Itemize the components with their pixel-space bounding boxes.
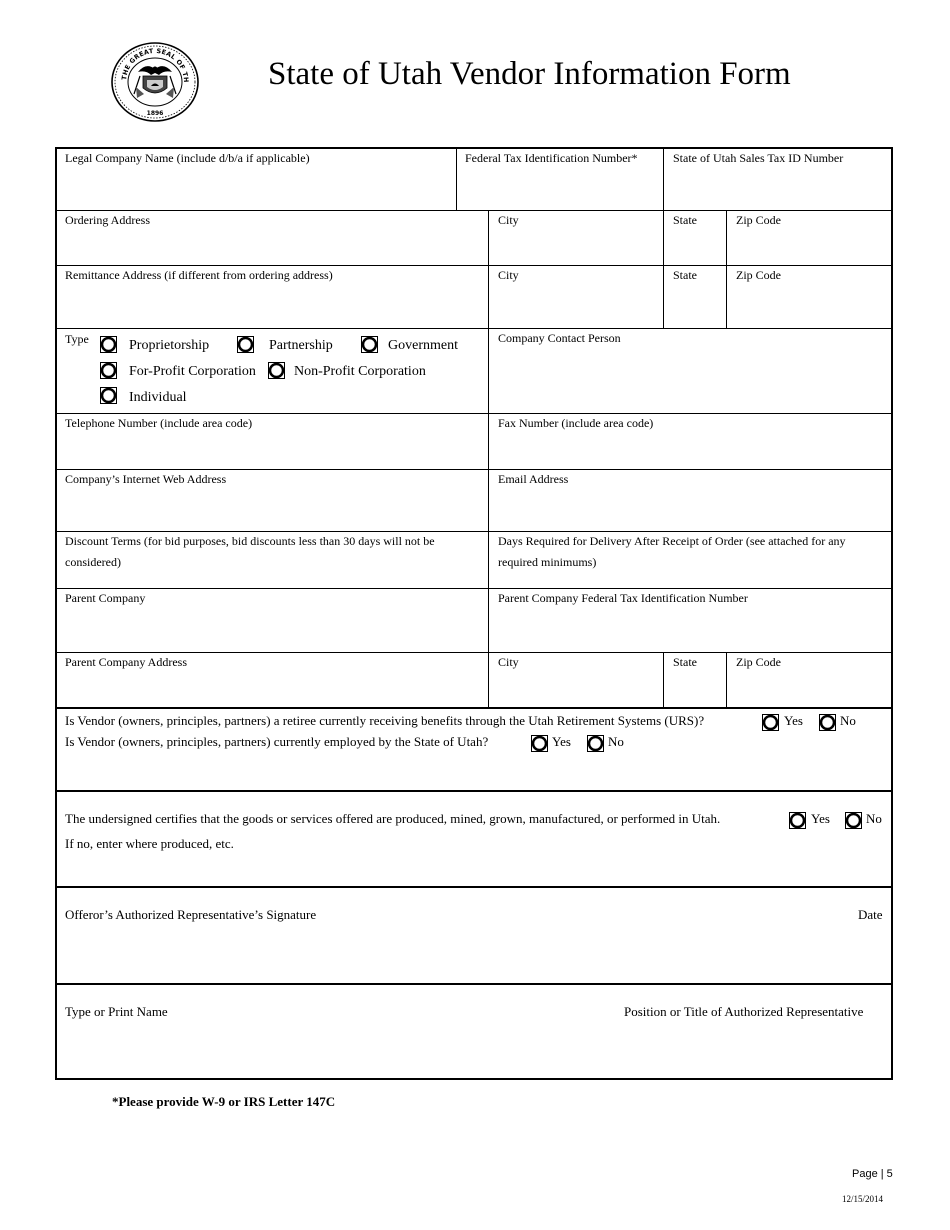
yes-label: Yes [811, 811, 830, 826]
radio-non-profit[interactable] [268, 362, 285, 379]
ordering-address-field[interactable]: Ordering Address [65, 213, 150, 227]
fax-field[interactable]: Fax Number (include area code) [498, 416, 654, 430]
radio-certify-yes[interactable] [789, 812, 806, 829]
radio-retiree-no[interactable] [819, 714, 836, 731]
signature-field[interactable]: Offeror’s Authorized Representative’s Signature [65, 907, 317, 922]
remittance-state-field[interactable]: State [673, 268, 697, 282]
option-label: Individual [129, 390, 187, 405]
remittance-zip-field[interactable]: Zip Code [736, 268, 781, 282]
row-divider [56, 886, 893, 888]
vendor-form [55, 147, 893, 1080]
parent-address-field[interactable]: Parent Company Address [65, 655, 187, 669]
remittance-address-field[interactable]: Remittance Address (if different from ordering address) [65, 268, 333, 282]
certify-statement: The undersigned certifies that the goods or services offered are produced, mined, grown, manufactured, or performed in Utah. [65, 811, 721, 826]
print-name-field[interactable]: Type or Print Name [65, 1004, 168, 1019]
legal-company-name-field[interactable]: Legal Company Name (include d/b/a if applicable) [65, 151, 310, 165]
if-no-field[interactable]: If no, enter where produced, etc. [65, 836, 234, 851]
col-divider [456, 148, 457, 210]
option-label: Non-Profit Corporation [294, 364, 426, 379]
ordering-zip-field[interactable]: Zip Code [736, 213, 781, 227]
no-label: No [608, 734, 624, 749]
w9-note: *Please provide W-9 or IRS Letter 147C [112, 1094, 336, 1109]
federal-tax-id-field[interactable]: Federal Tax Identification Number* [465, 151, 638, 165]
yes-label: Yes [552, 734, 571, 749]
row-divider [56, 707, 893, 709]
retiree-question: Is Vendor (owners, principles, partners) a retiree currently receiving benefits through the Utah Retirement Systems (URS)? [65, 713, 705, 728]
yes-label: Yes [784, 713, 803, 728]
parent-city-field[interactable]: City [498, 655, 519, 669]
radio-retiree-yes[interactable] [762, 714, 779, 731]
delivery-days-field[interactable]: Days Required for Delivery After Receipt of Order (see attached for any required minimums) [498, 534, 846, 569]
remittance-city-field[interactable]: City [498, 268, 519, 282]
col-divider [663, 652, 664, 707]
contact-person-field[interactable]: Company Contact Person [498, 331, 621, 345]
row-divider [56, 328, 893, 329]
no-label: No [866, 811, 882, 826]
state-seal-logo [110, 42, 200, 122]
parent-company-field[interactable]: Parent Company [65, 591, 146, 605]
row-divider [56, 790, 893, 792]
radio-certify-no[interactable] [845, 812, 862, 829]
svg-text:1896: 1896 [146, 110, 164, 117]
radio-individual[interactable] [100, 387, 117, 404]
option-label: Government [388, 338, 458, 353]
option-label: Proprietorship [129, 338, 210, 353]
web-address-field[interactable]: Company’s Internet Web Address [65, 472, 227, 486]
col-divider [726, 652, 727, 707]
svg-text:THE GREAT SEAL OF THE STATE OF: THE GREAT SEAL OF TH [120, 46, 191, 83]
parent-state-field[interactable]: State [673, 655, 697, 669]
parent-fed-tax-id-field[interactable]: Parent Company Federal Tax Identification Number [498, 591, 748, 605]
radio-employed-no[interactable] [587, 735, 604, 752]
telephone-field[interactable]: Telephone Number (include area code) [65, 416, 253, 430]
parent-zip-field[interactable]: Zip Code [736, 655, 781, 669]
col-divider [488, 210, 489, 707]
radio-partnership[interactable] [237, 336, 254, 353]
radio-employed-yes[interactable] [531, 735, 548, 752]
type-label: Type [65, 332, 89, 346]
col-divider [663, 148, 664, 210]
discount-terms-field[interactable]: Discount Terms (for bid purposes, bid discounts less than 30 days will not be considered) [65, 534, 435, 569]
ordering-state-field[interactable]: State [673, 213, 697, 227]
row-divider [56, 983, 893, 985]
option-label: Partnership [269, 338, 333, 353]
sales-tax-id-field[interactable]: State of Utah Sales Tax ID Number [673, 151, 844, 165]
col-divider [726, 210, 727, 328]
date-field[interactable]: Date [858, 907, 883, 922]
email-field[interactable]: Email Address [498, 472, 569, 486]
position-title-field[interactable]: Position or Title of Authorized Representative [624, 1004, 864, 1019]
page-number: Page | 5 [852, 1168, 893, 1180]
option-label: For-Profit Corporation [129, 364, 256, 379]
revision-date: 12/15/2014 [842, 1194, 884, 1204]
row-divider [56, 588, 893, 589]
page-title: State of Utah Vendor Information Form [268, 56, 791, 92]
no-label: No [840, 713, 856, 728]
radio-government[interactable] [361, 336, 378, 353]
radio-proprietorship[interactable] [100, 336, 117, 353]
employed-question: Is Vendor (owners, principles, partners) currently employed by the State of Utah? [65, 734, 489, 749]
radio-for-profit[interactable] [100, 362, 117, 379]
ordering-city-field[interactable]: City [498, 213, 519, 227]
col-divider [663, 210, 664, 328]
